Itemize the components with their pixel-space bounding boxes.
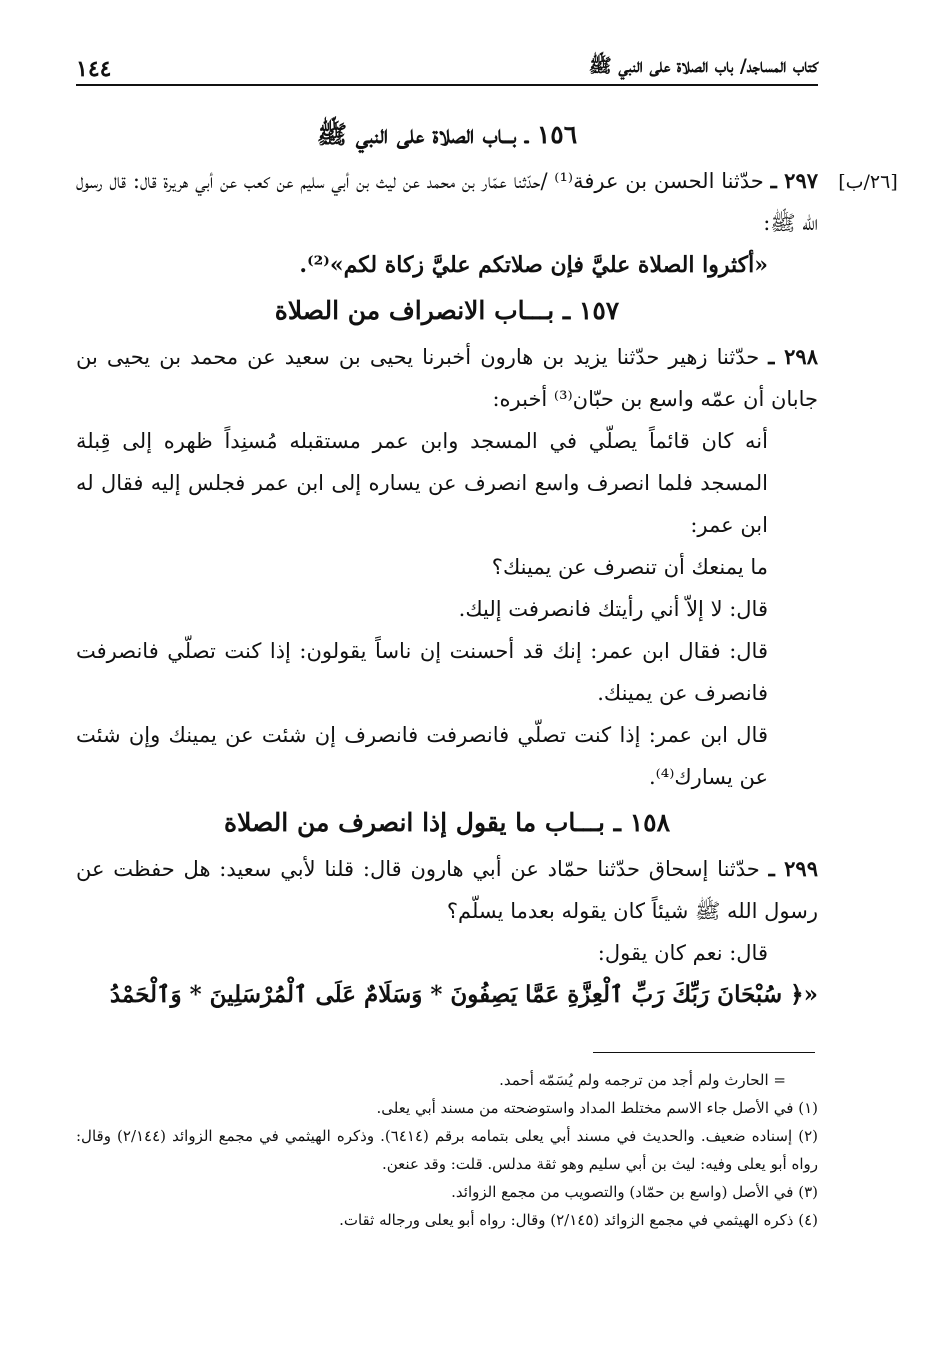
hadith-297 xyxy=(76,160,818,244)
hadith-text: حدّثنا الحسن بن عرفة⁽¹⁾ /حدّثنا عمّار بن محمد عن ليث بن أبي سليم عن كعب عن أبي هريرة قال: قال رسول الله ﷺ: xyxy=(76,169,818,235)
footnotes xyxy=(76,1066,818,1234)
footnote-1: (١) في الأصل جاء الاسم مختلط المداد واستوضحته من مسند أبي يعلى. xyxy=(376,1099,818,1117)
hadith-298-para: قال: لا إلاّ أني رأيتك فانصرفت إليك. xyxy=(458,597,768,621)
page-number: ١٤٤ xyxy=(76,56,112,82)
hadith-298 xyxy=(76,336,818,420)
running-title: كتاب المساجد/ باب الصلاة على النبي ﷺ xyxy=(588,55,818,77)
hadith-298-para: قال ابن عمر: إذا كنت تصلّي فانصرفت فانصرف إن شئت عن يمينك وإن شئت عن يسارك⁽⁴⁾. xyxy=(76,723,768,789)
hadith-text: حدّثنا إسحاق حدّثنا حمّاد عن أبي هارون قال: قلنا لأبي سعيد: هل حفظت عن رسول الله ﷺ شيئاً كان يقوله بعدما يسلّم؟ xyxy=(76,857,818,923)
footnote-2: (٢) إسناده ضعيف. والحديث في مسند أبي يعلى بتمامه برقم (٦٤١٤). وذكره الهيثمي في مجمع الزوائد (٢/١٤٤) وقال: رواه أبو يعلى وفيه: ليث بن أبي سليم وهو ثقة مدلس. قلت: وقد عنعن. xyxy=(76,1127,818,1173)
hadith-297-quote: «أكثروا الصلاة عليَّ فإن صلاتكم عليَّ زكاة لكم»⁽²⁾. xyxy=(299,252,768,278)
page-header xyxy=(76,48,818,86)
footnote-3: (٣) في الأصل (واسع بن حمّاد) والتصويب من مجمع الزوائد. xyxy=(451,1183,818,1201)
quran-verse: «﴿ سُبْحَانَ رَبِّكَ رَبِّ ٱلْعِزَّةِ عَمَّا يَصِفُونَ * وَسَلَامٌ عَلَى ٱلْمُرْسَلِينَ * وَٱلْحَمْدُ xyxy=(109,981,818,1008)
manuscript-folio-ref: [٢٦/ب] xyxy=(838,171,898,193)
chapter-heading-158: ١٥٨ ـ بـــاب ما يقول إذا انصرف من الصلاة xyxy=(223,808,671,837)
hadith-number: ٢٩٨ ـ xyxy=(768,344,818,369)
hadith-number: ٢٩٩ ـ xyxy=(768,856,818,881)
footnote-continuation: = الحارث ولم أجد من ترجمه ولم يُسَمّه أحمد. xyxy=(499,1071,786,1089)
footnote-separator xyxy=(593,1052,815,1053)
hadith-text: حدّثنا زهير حدّثنا يزيد بن هارون أخبرنا يحيى بن سعيد عن محمد بن يحيى بن جابان أن عمّه واسع بن حبّان⁽³⁾ أخبره: xyxy=(76,345,818,411)
chapter-heading-156: ١٥٦ ـ بـــاب الصلاة على النبي ﷺ xyxy=(316,120,578,149)
hadith-299 xyxy=(76,848,818,932)
chapter-heading-157: ١٥٧ ـ بـــاب الانصراف من الصلاة xyxy=(274,296,620,325)
hadith-298-para: ما يمنعك أن تنصرف عن يمينك؟ xyxy=(491,555,768,579)
main-text xyxy=(76,110,818,1016)
hadith-298-para: أنه كان قائماً يصلّي في المسجد وابن عمر مستقبله مُسنِداً ظهره إلى قِبلة المسجد فلما انصرف واسع انصرف عن يساره إلى ابن عمر فجلس إليه فقال له ابن عمر: xyxy=(76,429,768,537)
hadith-299-para: قال: نعم كان يقول: xyxy=(597,941,768,965)
footnote-4: (٤) ذكره الهيثمي في مجمع الزوائد (٢/١٤٥) وقال: رواه أبو يعلى ورجاله ثقات. xyxy=(339,1211,818,1229)
hadith-298-para: قال: فقال ابن عمر: إنك قد أحسنت إن ناساً يقولون: إذا كنت تصلّي فانصرفت فانصرف عن يمينك. xyxy=(76,639,768,705)
hadith-number: ٢٩٧ ـ xyxy=(770,168,819,193)
